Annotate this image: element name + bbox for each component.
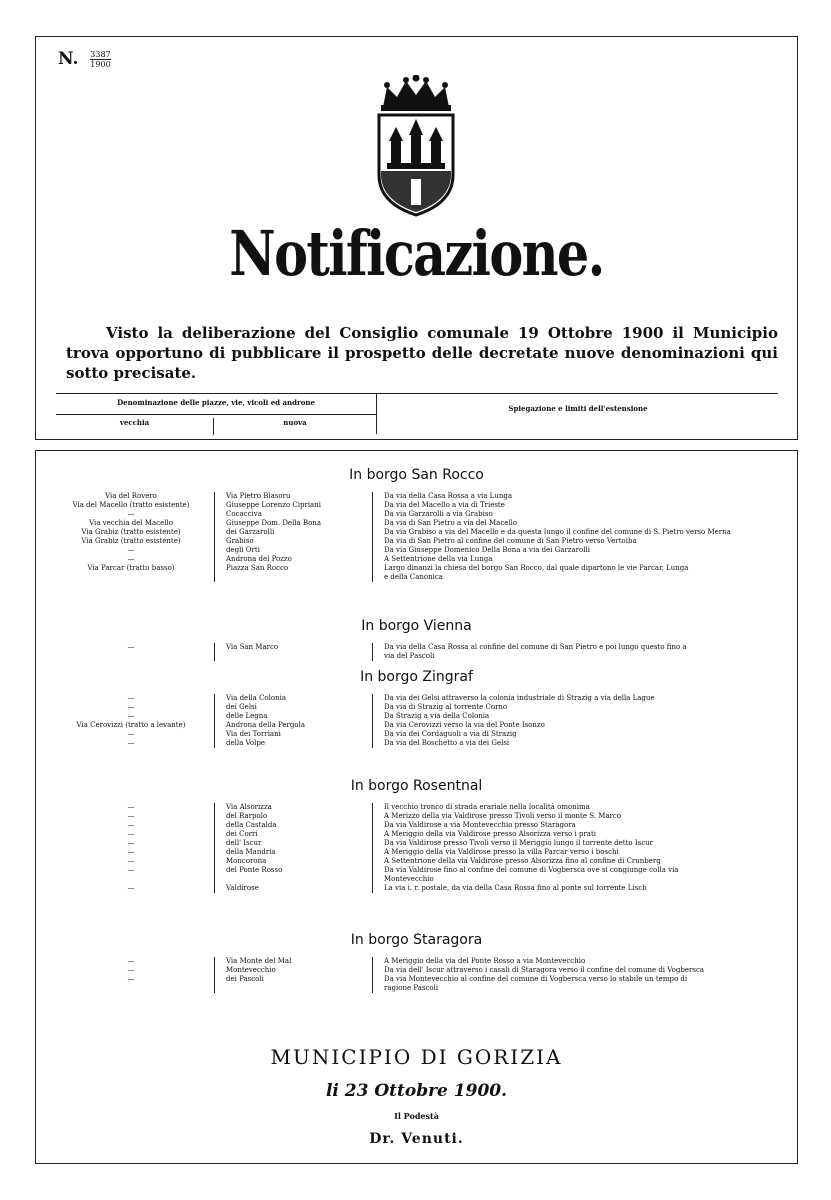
old-name: —: [127, 694, 135, 702]
new-name: della Mandria: [226, 848, 276, 856]
new-name: Via dei Torriani: [226, 730, 281, 738]
explanation: Da Strazig a via della Colonia: [384, 712, 490, 720]
number-label: N.: [58, 49, 79, 69]
street-row: [36, 555, 797, 564]
street-row: [36, 812, 797, 821]
section-rows: [36, 803, 797, 893]
document-number: [58, 49, 111, 69]
explanation: Da via di San Pietro a via del Macello: [384, 519, 518, 527]
old-name: —: [127, 848, 135, 856]
municipio-heading: MUNICIPIO DI GORIZIA: [270, 1045, 563, 1069]
new-name: Via della Colonia: [226, 694, 287, 702]
street-row: [36, 510, 797, 519]
column-header-new: nuova: [283, 418, 307, 427]
old-name: —: [127, 966, 135, 974]
section-rows: [36, 957, 797, 993]
new-name: del Ponte Rosso: [226, 866, 283, 874]
street-row: [36, 839, 797, 848]
section-title: In borgo Rosentnal: [350, 778, 483, 794]
explanation: Da via di San Pietro al confine del comune di San Pietro verso Vertoiba: [384, 537, 637, 545]
explanation: ragione Pascoli: [384, 984, 439, 992]
explanation: A Settentrione della via Valdirose presso Alsorizza fino al confine di Crunberg: [384, 857, 661, 865]
column-header-old: vecchia: [56, 418, 214, 435]
explanation: Da via Valdirose fino al confine del comune di Vogbersca ove si congiunge colla via: [384, 866, 679, 874]
street-row: [36, 573, 797, 582]
number-top: 3387: [90, 50, 111, 59]
old-name: —: [127, 821, 135, 829]
new-name: Via Monte del Mal: [226, 957, 292, 965]
old-name: Via del Rovero: [105, 492, 157, 500]
explanation: Da via Giuseppe Domenico Della Bona a via dei Garzarolli: [384, 546, 590, 554]
signer-role: Il Podestà: [394, 1111, 439, 1121]
explanation: Da via Montevecchio al confine del comune di Vogbersca verso lo stabile un tempo di: [384, 975, 688, 983]
new-name: Via Alsorizza: [226, 803, 272, 811]
street-row: [36, 739, 797, 748]
old-name: Via Grabiz (tratto esistente): [81, 528, 181, 536]
old-name: Via vecchia del Macello: [89, 519, 173, 527]
explanation: via del Pascoli: [384, 652, 435, 660]
street-row: [36, 884, 797, 893]
section-rows: [36, 694, 797, 748]
old-name: —: [127, 957, 135, 965]
street-row: [36, 519, 797, 528]
street-row: [36, 721, 797, 730]
explanation: Da via del Macello a via di Trieste: [384, 501, 505, 509]
section-title: In borgo San Rocco: [349, 467, 484, 483]
new-name: Androna della Pergola: [226, 721, 306, 729]
new-name: dei Pascoli: [226, 975, 264, 983]
street-row: [36, 957, 797, 966]
street-row: [36, 730, 797, 739]
new-name: Cocacciva: [226, 510, 262, 518]
street-row: [36, 492, 797, 501]
column-divider: [372, 957, 373, 993]
old-name: —: [127, 884, 135, 892]
new-name: Moncorona: [226, 857, 267, 865]
explanation: Da via della Casa Rossa a via Lunga: [384, 492, 512, 500]
old-name: —: [127, 975, 135, 983]
column-divider: [214, 957, 215, 993]
explanation: Da via dell' Iscur attraverso i casali di Staragora verso il confine del comune di Vogbersca: [384, 966, 705, 974]
signer-name: Dr. Venuti.: [369, 1131, 464, 1147]
old-name: —: [127, 730, 135, 738]
explanation: Da via dei Cordaguoli a via di Strazig: [384, 730, 517, 738]
section-title: In borgo Vienna: [361, 618, 472, 634]
street-row: [36, 984, 797, 993]
column-header-table: [56, 393, 778, 434]
old-name: —: [127, 555, 135, 563]
column-divider: [372, 492, 373, 582]
listing-panel: [35, 450, 798, 1164]
new-name: della Volpe: [226, 739, 265, 747]
column-header-subrow: [56, 414, 376, 435]
new-name: Via Pietro Blasoru: [226, 492, 291, 500]
new-name: Via San Marco: [226, 643, 279, 651]
street-row: [36, 803, 797, 812]
old-name: —: [127, 803, 135, 811]
new-name: dei Gelsi: [226, 703, 257, 711]
column-header-names: [56, 394, 377, 434]
explanation: Da via di Strazig al torrente Corno: [384, 703, 508, 711]
street-row: [36, 528, 797, 537]
street-row: [36, 703, 797, 712]
new-name: Grabiso: [226, 537, 254, 545]
street-row: [36, 712, 797, 721]
explanation: Da via Valdirose presso Tivoli verso il Meriggio lungo il torrente detto Iscur: [384, 839, 654, 847]
new-name: della Castalda: [226, 821, 277, 829]
street-row: [36, 821, 797, 830]
explanation: Da via Garzarolli a via Grabiso: [384, 510, 493, 518]
new-name: Piazza San Rocco: [226, 564, 289, 572]
explanation: A Merizzo della via Valdirose presso Tivoli verso il monte S. Marco: [384, 812, 622, 820]
page-title: Notificazione.: [229, 217, 604, 290]
street-row: [36, 966, 797, 975]
old-name: —: [127, 857, 135, 865]
street-row: [36, 830, 797, 839]
section-rows: [36, 643, 797, 661]
column-divider: [372, 643, 373, 661]
explanation: Da via Grabiso a via del Macello e da questa lungo il confine del comune di S. Pietro verso Merna: [384, 528, 731, 536]
section-title: In borgo Zingraf: [360, 669, 473, 685]
street-row: [36, 546, 797, 555]
column-divider: [214, 492, 215, 582]
column-divider: [372, 803, 373, 893]
old-name: —: [127, 712, 135, 720]
old-name: —: [127, 812, 135, 820]
street-row: [36, 652, 797, 661]
explanation: A Meriggio della via del Ponte Rosso a via Montevecchio: [384, 957, 586, 965]
old-name: —: [127, 703, 135, 711]
old-name: Via Parcar (tratto basso): [87, 564, 175, 572]
explanation: Da via della Casa Rossa al confine del comune di San Pietro e poi lungo questo fino a: [384, 643, 687, 651]
new-name: delle Legna: [226, 712, 268, 720]
column-divider: [214, 694, 215, 748]
new-name: dell' Iscur: [226, 839, 262, 847]
old-name: —: [127, 643, 135, 651]
issue-date: li 23 Ottobre 1900.: [325, 1081, 508, 1101]
explanation: Da via dei Gelsi attraverso la colonia industriale di Strazig a via della Lague: [384, 694, 655, 702]
explanation: A Settentrione della via Lunga: [384, 555, 493, 563]
street-row: [36, 564, 797, 573]
column-divider: [372, 694, 373, 748]
header-panel: [35, 36, 798, 440]
old-name: —: [127, 739, 135, 747]
old-name: Via Grabiz (tratto esistente): [81, 537, 181, 545]
old-name: —: [127, 866, 135, 874]
new-name: Giuseppe Lorenzo Cipriani: [226, 501, 321, 509]
explanation: La via i. r. postale, da via della Casa Rossa fino al ponte sul torrente Lisch: [384, 884, 647, 892]
old-name: Via Cerovizzi (tratto a levante): [76, 721, 186, 729]
explanation: A Meriggio della via Valdirose presso Alsorizza verso i prati: [384, 830, 597, 838]
old-name: —: [127, 510, 135, 518]
section-title: In borgo Staragora: [350, 932, 483, 948]
gorizia-coat-of-arms-icon: [373, 75, 459, 217]
number-fraction: [90, 50, 110, 69]
explanation: Montevecchio: [384, 875, 434, 883]
intro-paragraph: Visto la deliberazione del Consiglio comunale 19 Ottobre 1900 il Municipio trova opportuno di pubblicare il prospetto delle decretate nuove denominazioni qui sotto precisate.: [66, 324, 778, 382]
old-name: —: [127, 839, 135, 847]
old-name: Via del Macello (tratto esistente): [72, 501, 190, 509]
explanation: Largo dinanzi la chiesa del borgo San Rocco, dal quale dipartono le vie Parcar, Lunga: [384, 564, 689, 572]
new-name: del Rarpolo: [226, 812, 268, 820]
street-row: [36, 537, 797, 546]
explanation: Da via Valdirose a via Montevecchio presso Staragora: [384, 821, 576, 829]
street-row: [36, 694, 797, 703]
column-divider: [214, 643, 215, 661]
street-row: [36, 643, 797, 652]
column-divider: [214, 803, 215, 893]
street-row: [36, 848, 797, 857]
new-name: Valdirose: [226, 884, 259, 892]
new-name: dei Garzarolli: [226, 528, 275, 536]
column-header-denominazione: Denominazione delle piazze, vie, vicoli ed androne: [117, 398, 315, 407]
explanation: e della Canonica: [384, 573, 443, 581]
explanation: A Meriggio della via Valdirose presso la villa Parcar verso i boschi: [384, 848, 619, 856]
new-name: dei Corri: [226, 830, 258, 838]
street-row: [36, 875, 797, 884]
new-name: Androna del Pozzo: [226, 555, 292, 563]
street-row: [36, 975, 797, 984]
new-name: Montevecchio: [226, 966, 276, 974]
street-row: [36, 857, 797, 866]
explanation: Il vecchio tronco di strada erariale nella località omonima: [384, 803, 590, 811]
old-name: —: [127, 830, 135, 838]
new-name: Giuseppe Dom. Della Bona: [226, 519, 321, 527]
street-row: [36, 501, 797, 510]
street-row: [36, 866, 797, 875]
explanation: Da via Cerovizzi verso la via del Ponte Isonzo: [384, 721, 545, 729]
old-name: —: [127, 546, 135, 554]
explanation: Da via del Boschetto a via dei Gelsi: [384, 739, 510, 747]
new-name: degli Orti: [226, 546, 260, 554]
section-rows: [36, 492, 797, 582]
column-header-explanation: Spiegazione e limiti dell'estensione: [508, 404, 648, 413]
number-bottom: 1900: [90, 60, 111, 69]
